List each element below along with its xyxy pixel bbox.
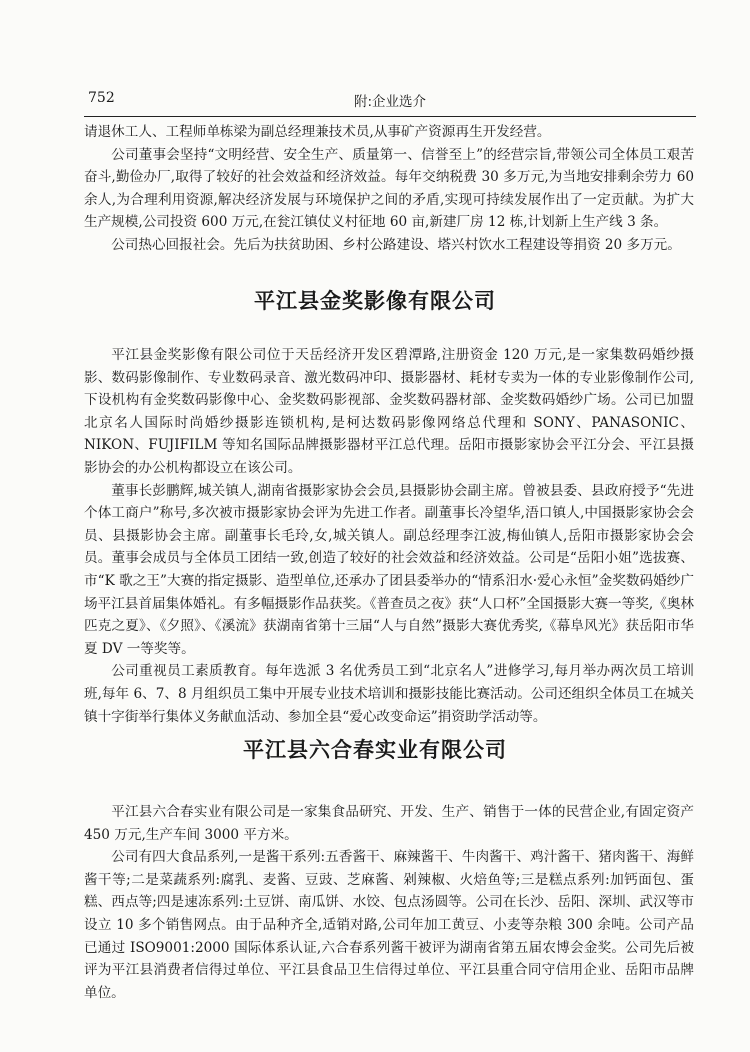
page-header (84, 90, 696, 114)
paragraph: 公司有四大食品系列,一是酱干系列:五香酱干、麻辣酱干、牛肉酱干、鸡汁酱干、猪肉酱干、海鲜酱干等;二是菜蔬系列:腐乳、麦酱、豆豉、芝麻酱、剁辣椒、火焙鱼等;三是糕点系列:加钙面包、蛋糕、西点等;四是速冻系列:土豆饼、南瓜饼、水饺、包点汤圆等。公司在长沙、岳阳、深圳、武汉等市设立 10 多个销售网点。由于品种齐全,适销对路,公司年加工黄豆、小麦等杂粮 300 余吨。公司产品已通过 ISO9001:2000 国际体系认证,六合春系列酱干被评为湖南省第五届农博会金奖。公司先后被评为平江县消费者信得过单位、平江县食品卫生信得过单位、平江县重合同守信用企业、岳阳市品牌单位。 (84, 849, 694, 1001)
section-body (84, 344, 694, 728)
section-body (84, 801, 694, 1004)
header-rule (84, 116, 696, 117)
section-title: 平江县六合春实业有限公司 (243, 738, 507, 762)
page-number: 752 (88, 90, 115, 106)
paragraph: 公司董事会坚持“文明经营、安全生产、质量第一、信誉至上”的经营宗旨,带领公司全体员工艰苦奋斗,勤俭办厂,取得了较好的社会效益和经济效益。每年交纳税费 30 多万元,为当地安排剩余劳力 60 余人,为合理利用资源,解决经济发展与环境保护之间的矛盾,实现可持续发展作出了一定贡献。为扩大生产规模,公司投资 600 万元,在瓮江镇仗义村征地 60 亩,新建厂房 12 栋,计划新上生产线 3 条。 (84, 146, 694, 231)
paragraph: 平江县六合春实业有限公司是一家集食品研究、开发、生产、销售于一体的民营企业,有固定资产 450 万元,生产车间 3000 平方米。 (84, 804, 694, 843)
continued-text (84, 121, 694, 257)
section-title: 平江县金奖影像有限公司 (254, 289, 496, 313)
paragraph: 董事长彭鹏辉,城关镇人,湖南省摄影家协会会员,县摄影协会副主席。曾被县委、县政府授予“先进个体工商户”称号,多次被市摄影家协会评为先进工作者。副董事长冷望华,浯口镇人,中国摄影家协会会员、县摄影协会主席。副董事长毛玲,女,城关镇人。副总经理李江波,梅仙镇人,岳阳市摄影家协会会员。董事会成员与全体员工团结一致,创造了较好的社会效益和经济效益。公司是“岳阳小姐”选拔赛、市“K 歌之王”大赛的指定摄影、造型单位,还承办了团县委举办的“情系汨水·爱心永恒”金奖数码婚纱广场平江县首届集体婚礼。有多幅摄影作品获奖。《普查员之夜》获“人口杯”全国摄影大赛一等奖,《奥林匹克之夏》、《夕照》、《溪流》获湖南省第十三届“人与自然”摄影大赛优秀奖,《幕阜风光》获岳阳市华夏 DV 一等奖等。 (84, 482, 694, 657)
paragraph: 平江县金奖影像有限公司位于天岳经济开发区碧潭路,注册资金 120 万元,是一家集数码婚纱摄影、数码影像制作、专业数码录音、激光数码冲印、摄影器材、耗材专卖为一体的专业影像制作公司,下设机构有金奖数码影像中心、金奖数码影视部、金奖数码器材部、金奖数码婚纱广场。公司已加盟北京名人国际时尚婚纱摄影连锁机构,是柯达数码影像网络总代理和 SONY、PANASONIC、NIKON、FUJIFILM 等知名国际品牌摄影器材平江总代理。岳阳市摄影家协会平江分会、平江县摄影协会的办公机构都设立在该公司。 (84, 347, 694, 476)
paragraph: 公司热心回报社会。先后为扶贫助困、乡村公路建设、塔兴村饮水工程建设等捐资 20 多万元。 (111, 236, 681, 253)
paragraph: 公司重视员工素质教育。每年选派 3 名优秀员工到“北京名人”进修学习,每月举办两次员工培训班,每年 6、7、8 月组织员工集中开展专业技术培训和摄影技能比赛活动。公司还组织全体员工在城关镇十字街举行集体义务献血活动、参加全县“爱心改变命运”捐资助学活动等。 (84, 663, 694, 725)
paragraph: 请退休工人、工程师单栋梁为副总经理兼技术员,从事矿产资源再生开发经营。 (84, 124, 551, 140)
running-title: 附:企业选介 (353, 94, 427, 110)
